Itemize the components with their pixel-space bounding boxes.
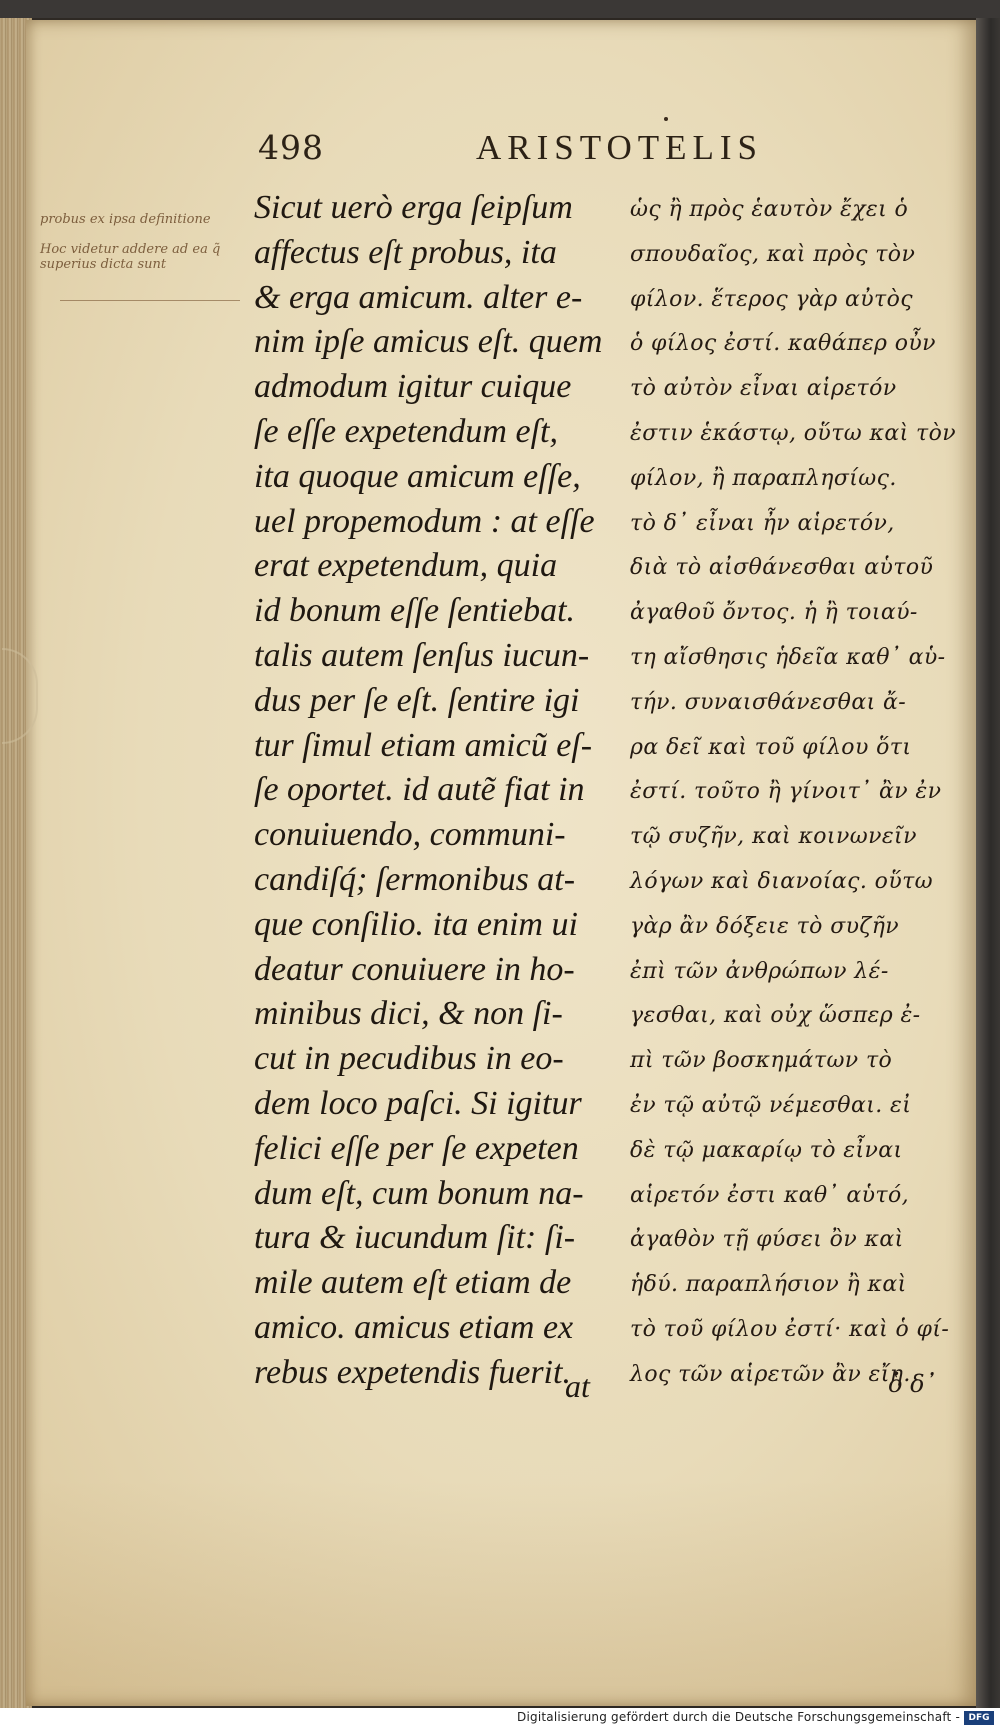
latin-text-line: ſe eſſe expetendum eſt, <box>254 412 558 450</box>
greek-text-line: ἐστί. τοῦτο ἢ γίνοιτ᾽ ἂν ἐν <box>630 779 942 805</box>
greek-text-line: γεσθαι, καὶ οὐχ ὥσπερ ἐ- <box>630 1003 921 1029</box>
latin-text-line: dem loco paſci. Si igitur <box>254 1084 582 1122</box>
latin-text-line: ſe oportet. id autẽ fiat in <box>254 771 585 809</box>
greek-text-line: ἐπὶ τῶν ἀνθρώπων λέ- <box>630 958 889 984</box>
greek-catchword: ὁ δ᾽ <box>888 1370 937 1398</box>
handwritten-underline <box>60 300 240 301</box>
greek-text-line: πὶ τῶν βοσκημάτων τὸ <box>630 1048 893 1074</box>
latin-text-line: nim ipſe amicus eſt. quem <box>254 323 603 361</box>
greek-text-line: φίλον. ἕτερος γὰρ αὐτὸς <box>630 286 913 312</box>
latin-text-line: erat expetendum, quia <box>254 547 558 585</box>
latin-text-line: amico. amicus etiam ex <box>254 1308 574 1346</box>
greek-text-line: ἐστιν ἑκάστῳ, οὕτω καὶ τὸν <box>630 420 957 446</box>
greek-text-line: λόγων καὶ διανοίας. οὕτω <box>630 868 934 894</box>
greek-text-line: γὰρ ἂν δόξειε τὸ συζῆν <box>630 913 900 939</box>
greek-text-line: τήν. συναισθάνεσθαι ἄ- <box>630 689 907 715</box>
greek-text-line: τῷ συζῆν, καὶ κοινωνεῖν <box>630 824 917 850</box>
greek-text-line: ὁ φίλος ἐστί. καθάπερ οὖν <box>630 331 936 357</box>
latin-text-line: tura & iucundum ſit: ſi- <box>254 1219 576 1257</box>
latin-text-line: que conſilio. ita enim ui <box>254 905 578 943</box>
greek-text-line: δὲ τῷ μακαρίῳ τὸ εἶναι <box>630 1137 903 1163</box>
latin-text-line: deatur conuiuere in ho- <box>254 950 575 988</box>
greek-text-line: ἀγαθοῦ ὄντος. ἡ ἢ τοιαύ- <box>630 600 918 626</box>
latin-text-line: admodum igitur cuique <box>254 368 572 406</box>
latin-text-line: dum eſt, cum bonum na- <box>254 1174 584 1212</box>
greek-text-line: ἡδύ. παραπλήσιον ἢ καὶ <box>630 1272 907 1298</box>
latin-text-line: mile autem eſt etiam de <box>254 1264 572 1302</box>
latin-catchword: at <box>565 1368 590 1404</box>
greek-text-line: ἀγαθὸν τῇ φύσει ὂν καὶ <box>630 1227 904 1253</box>
marginal-note: probus ex ipsa definitione <box>40 212 211 227</box>
page-number: 498 <box>258 128 324 167</box>
scan-top-edge <box>0 0 1000 18</box>
greek-text-line: τὸ δ᾽ εἶναι ἦν αἱρετόν, <box>630 510 895 536</box>
latin-text-line: & erga amicum. alter e- <box>254 278 583 316</box>
running-title: ARISTOTELIS <box>476 128 764 167</box>
greek-text-line: αἱρετόν ἐστι καθ᾽ αὑτό, <box>630 1182 909 1208</box>
greek-text-line: σπουδαῖος, καὶ πρὸς τὸν <box>630 241 916 267</box>
greek-text-line: ἐν τῷ αὐτῷ νέμεσθαι. εἰ <box>630 1092 912 1118</box>
greek-text-line: τὸ τοῦ φίλου ἐστί· καὶ ὁ φί- <box>630 1316 950 1342</box>
latin-text-line: tur ſimul etiam amicũ eſ- <box>254 726 593 764</box>
latin-text-line: talis autem ſenſus iucun- <box>254 636 590 674</box>
latin-text-line: uel propemodum : at eſſe <box>254 502 595 540</box>
greek-text-line: λος τῶν αἱρετῶν ἂν εἴη. <box>630 1361 911 1387</box>
footer-banner <box>0 1708 1000 1728</box>
book-binding-edge <box>976 18 1000 1708</box>
footer-credit: Digitalisierung gefördert durch die Deutsche Forschungsgemeinschaft - <box>517 1710 960 1724</box>
ink-dot <box>664 117 668 121</box>
greek-text-line: ρα δεῖ καὶ τοῦ φίλου ὅτι <box>630 734 912 760</box>
latin-text-line: id bonum eſſe ſentiebat. <box>254 592 576 630</box>
greek-text-line: τὸ αὐτὸν εἶναι αἱρετόν <box>630 376 897 402</box>
greek-text-line: φίλον, ἢ παραπλησίως. <box>630 465 897 491</box>
latin-text-line: cut in pecudibus in eo- <box>254 1040 564 1078</box>
latin-text-line: minibus dici, & non ſi- <box>254 995 563 1033</box>
running-head <box>258 128 818 170</box>
greek-text-line: τη αἴσθησις ἡδεῖα καθ᾽ αὑ- <box>630 644 946 670</box>
greek-text-column <box>630 188 957 1398</box>
marginal-note: Hoc videtur addere ad ea q̃ superius dicta sunt <box>40 242 221 272</box>
marginal-notes <box>40 212 260 272</box>
latin-text-line: candiſq́; ſermonibus at- <box>254 860 576 898</box>
latin-text-line: ita quoque amicum eſſe, <box>254 457 581 495</box>
latin-text-line: conuiuendo, communi- <box>254 816 566 854</box>
greek-text-line: ὡς ἢ πρὸς ἑαυτὸν ἔχει ὁ <box>630 197 909 222</box>
latin-text-column <box>254 186 604 1396</box>
latin-text-line: rebus expetendis fuerit. <box>254 1353 571 1391</box>
latin-text-line: dus per ſe eſt. ſentire igi <box>254 681 580 719</box>
latin-text-line: Sicut uerò erga ſeipſum <box>254 189 573 226</box>
latin-text-line: felici eſſe per ſe expeten <box>254 1129 579 1167</box>
latin-text-line: affectus eſt probus, ita <box>254 233 557 271</box>
greek-text-line: διὰ τὸ αἰσθάνεσθαι αὑτοῦ <box>630 555 934 581</box>
dfg-logo: DFG <box>964 1711 994 1725</box>
